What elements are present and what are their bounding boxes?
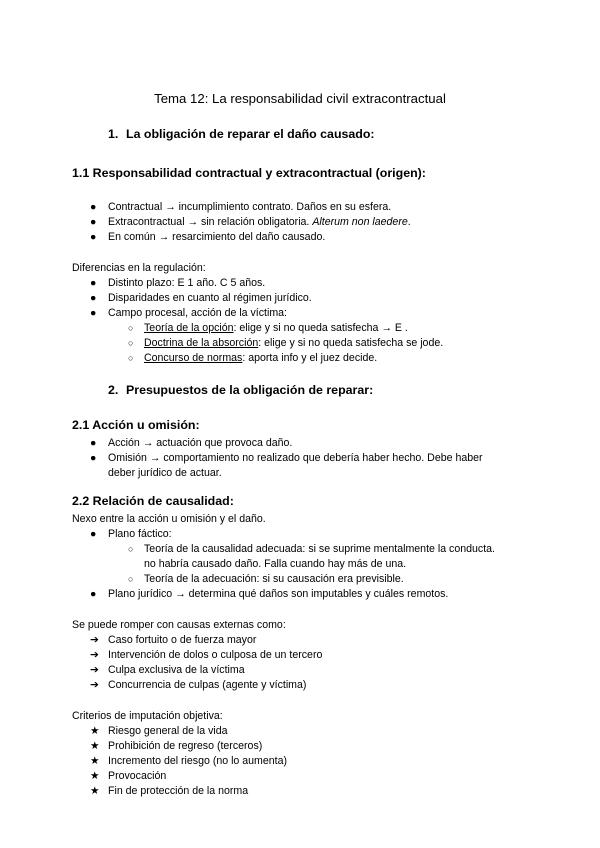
- list-item: [72, 724, 528, 739]
- list-item-text: Caso fortuito o de fuerza mayor: [108, 634, 257, 646]
- section-2-heading: [108, 382, 528, 399]
- list-item: [72, 784, 528, 799]
- list-item: [72, 215, 528, 230]
- list-item-text: Distinto plazo: E 1 año. C 5 años.: [108, 277, 266, 289]
- bullet-icon: ●: [90, 437, 97, 449]
- arrow-icon: ➔: [90, 679, 99, 691]
- list-item-text: Omisión → comportamiento no realizado que debería haber hecho. Debe haber: [108, 452, 483, 464]
- list-item-text: Prohibición de regreso (terceros): [108, 740, 263, 752]
- arrow-icon: ➔: [90, 649, 99, 661]
- star-icon: ★: [90, 755, 100, 767]
- list-item-text: deber jurídico de actuar.: [108, 467, 222, 479]
- star-icon: ★: [90, 725, 100, 737]
- contract-types-list: [72, 200, 528, 245]
- differences-list: [72, 276, 528, 366]
- section-1-1-heading: 1.1 Responsabilidad contractual y extracontractual (origen):: [72, 166, 426, 180]
- section-1-number: 1.: [108, 127, 119, 141]
- theory-text: : elige y si no queda satisfecha → E .: [233, 322, 408, 334]
- list-item-text: Concurrencia de culpas (agente y víctima): [108, 679, 307, 691]
- star-icon: ★: [90, 785, 100, 797]
- sub-list-item-text: Teoría de la adecuación: si su causación era previsible.: [144, 573, 404, 585]
- section-1-text: La obligación de reparar el daño causado:: [126, 127, 375, 141]
- bullet-icon: ●: [90, 452, 97, 464]
- list-item-text: Plano fáctico:: [108, 528, 172, 540]
- latin-phrase-end: .: [407, 216, 411, 228]
- latin-phrase: Alterum non laedere: [312, 216, 408, 228]
- arrow-icon: ➔: [90, 634, 99, 646]
- external-causes-list: [72, 633, 528, 693]
- sub-list-item-text: no habría causado daño. Falla cuando hay más de una.: [144, 558, 407, 570]
- bullet-icon: ●: [90, 528, 97, 540]
- sub-list-item: [72, 321, 528, 336]
- list-item: [72, 200, 528, 215]
- sub-list-item: [72, 572, 528, 587]
- list-item: [72, 306, 528, 321]
- theory-text: : aporta info y el juez decide.: [242, 352, 378, 364]
- list-item-text: Campo procesal, acción de la víctima:: [108, 307, 287, 319]
- list-item-text: Incremento del riesgo (no lo aumenta): [108, 755, 288, 767]
- list-item: [72, 648, 528, 663]
- sub-list-item-continuation: [72, 557, 528, 572]
- star-icon: ★: [90, 770, 100, 782]
- list-item: [72, 754, 528, 769]
- list-item-text: Fin de protección de la norma: [108, 785, 249, 797]
- external-causes-label: Se puede romper con causas externas como:: [72, 619, 286, 631]
- criteria-list: [72, 724, 528, 799]
- bullet-icon: ●: [90, 216, 97, 228]
- list-item-continuation: [72, 466, 528, 481]
- sub-list-item: [72, 336, 528, 351]
- list-item-text: Extracontractual → sin relación obligatoria.: [108, 216, 310, 228]
- list-item: [72, 739, 528, 754]
- arrow-icon: ➔: [90, 664, 99, 676]
- circle-bullet-icon: ○: [128, 574, 134, 584]
- circle-bullet-icon: ○: [128, 544, 134, 554]
- list-item: [72, 291, 528, 306]
- sub-list-item: [72, 351, 528, 366]
- circle-bullet-icon: ○: [128, 323, 134, 333]
- theory-text: : elige y si no queda satisfecha se jode.: [258, 337, 444, 349]
- bullet-icon: ●: [90, 201, 97, 213]
- list-item-text: Disparidades en cuanto al régimen jurídico.: [108, 292, 312, 304]
- bullet-icon: ●: [90, 292, 97, 304]
- list-item: [72, 276, 528, 291]
- bullet-icon: ●: [90, 588, 97, 600]
- list-item: [72, 436, 528, 451]
- theory-term: Concurso de normas: [144, 352, 243, 364]
- differences-label: Diferencias en la regulación:: [72, 262, 206, 274]
- list-item: [72, 678, 528, 693]
- section-2-number: 2.: [108, 383, 119, 397]
- list-item-text: Acción → actuación que provoca daño.: [108, 437, 293, 449]
- causality-list: [72, 527, 528, 602]
- list-item: [72, 663, 528, 678]
- document-title: Tema 12: La responsabilidad civil extracontractual: [154, 91, 446, 106]
- causality-intro: Nexo entre la acción u omisión y el daño.: [72, 513, 266, 525]
- section-2-1-heading: 2.1 Acción u omisión:: [72, 418, 200, 432]
- list-item: [72, 230, 528, 245]
- criteria-label: Criterios de imputación objetiva:: [72, 710, 223, 722]
- list-item-text: Contractual → incumplimiento contrato. Daños en su esfera.: [108, 201, 392, 213]
- list-item-text: Riesgo general de la vida: [108, 725, 228, 737]
- list-item: [72, 769, 528, 784]
- list-item-text: Provocación: [108, 770, 167, 782]
- section-2-text: Presupuestos de la obligación de reparar:: [126, 383, 374, 397]
- sub-list-item-text: Teoría de la causalidad adecuada: si se suprime mentalmente la conducta.: [144, 543, 495, 555]
- list-item-text: Intervención de dolos o culposa de un tercero: [108, 649, 323, 661]
- circle-bullet-icon: ○: [128, 353, 134, 363]
- action-omission-list: [72, 436, 528, 481]
- theory-term: Doctrina de la absorción: [144, 337, 259, 349]
- star-icon: ★: [90, 740, 100, 752]
- list-item-text: Plano jurídico → determina qué daños son imputables y cuáles remotos.: [108, 588, 449, 600]
- list-item: [72, 633, 528, 648]
- theory-term: Teoría de la opción: [144, 322, 234, 334]
- list-item: [72, 587, 528, 602]
- list-item: [72, 451, 528, 466]
- list-item: [72, 527, 528, 542]
- list-item-text: Culpa exclusiva de la víctima: [108, 664, 245, 676]
- bullet-icon: ●: [90, 231, 97, 243]
- list-item-text: En común → resarcimiento del daño causado.: [108, 231, 326, 243]
- sub-list-item: [72, 542, 528, 557]
- bullet-icon: ●: [90, 277, 97, 289]
- section-2-2-heading: 2.2 Relación de causalidad:: [72, 494, 234, 508]
- section-1-heading: [108, 126, 528, 143]
- circle-bullet-icon: ○: [128, 338, 134, 348]
- bullet-icon: ●: [90, 307, 97, 319]
